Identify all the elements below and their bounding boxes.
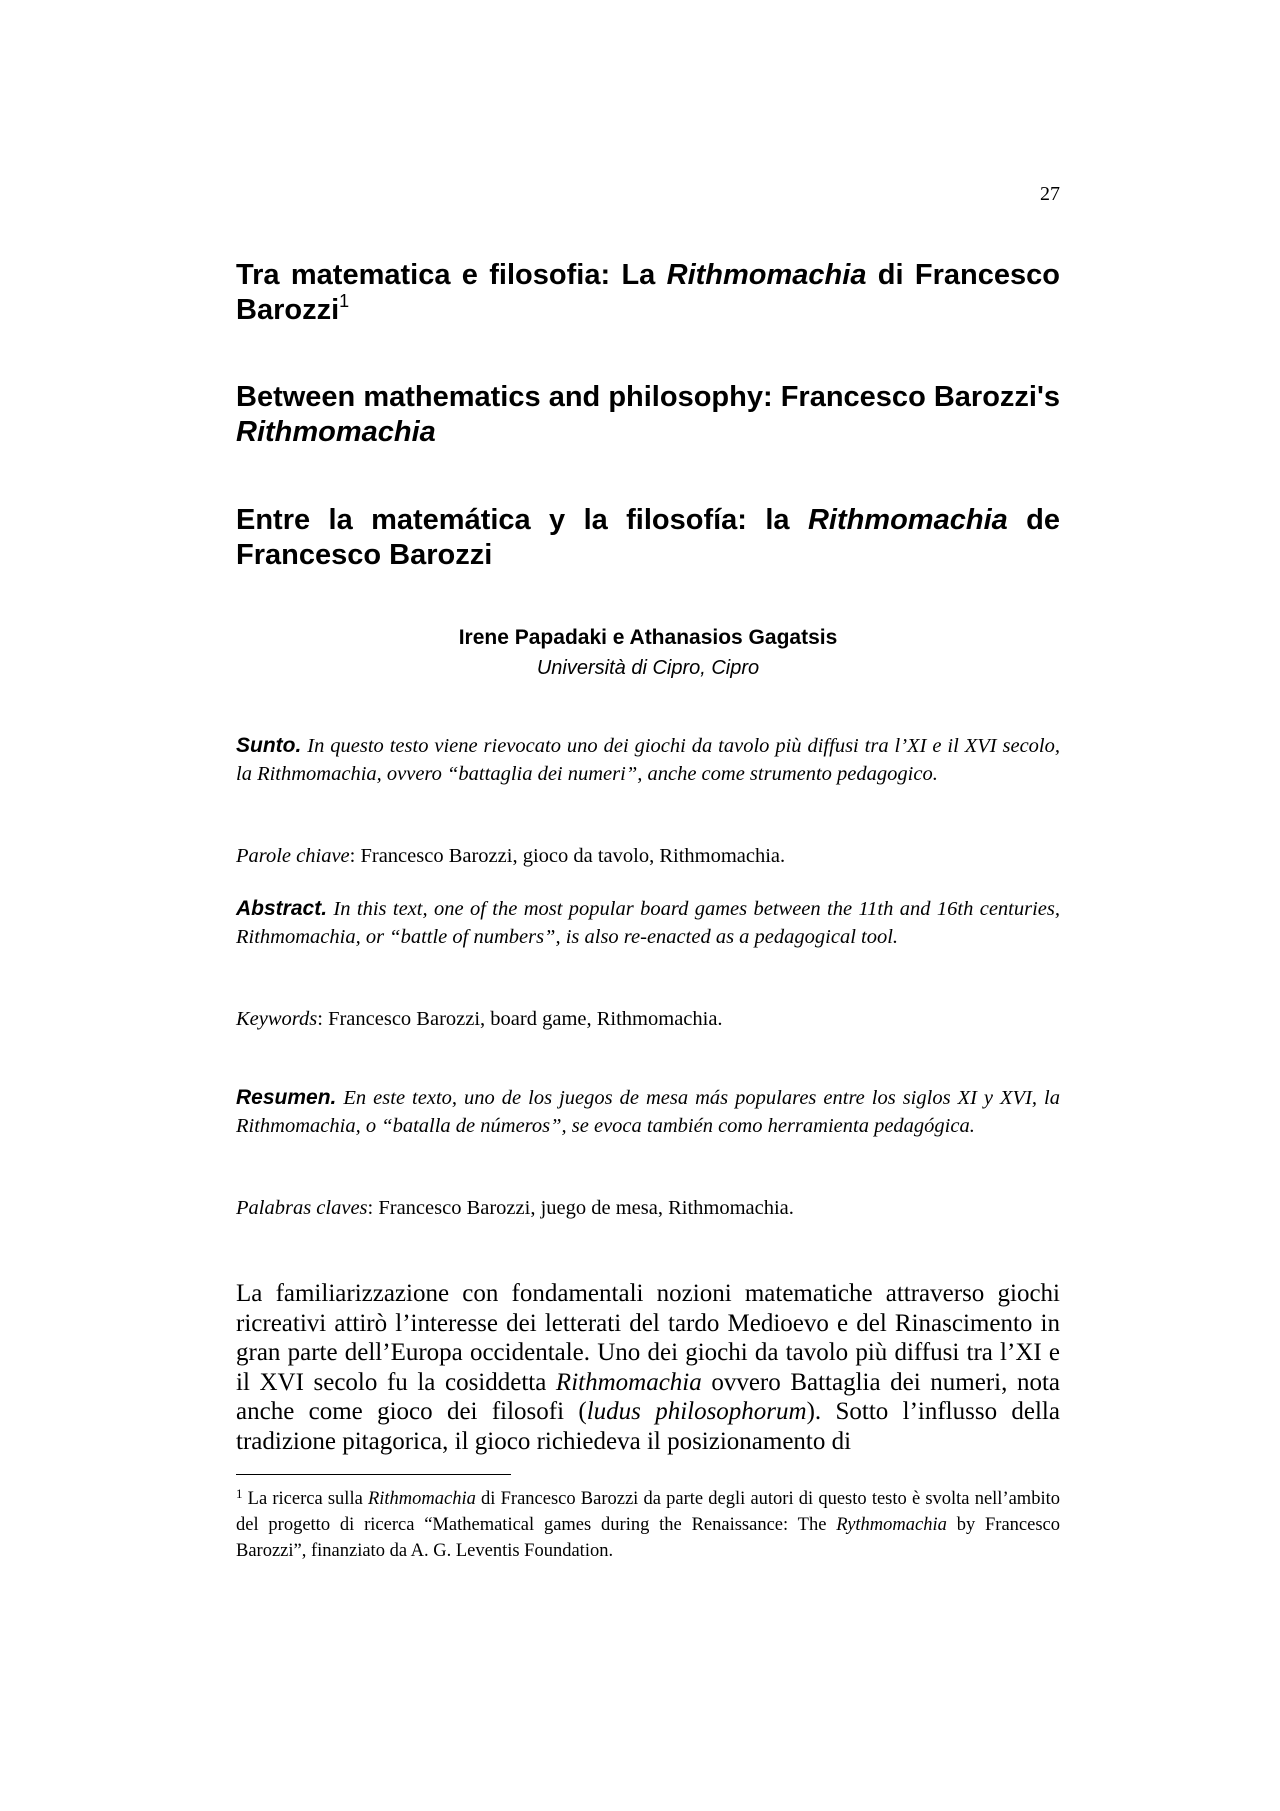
- keywords-spanish: [236, 1194, 1060, 1222]
- title-spanish-part1: Entre la matemática y la filosofía: la: [236, 504, 808, 536]
- title-spanish-part2: de Francesco Barozzi: [236, 504, 1060, 571]
- footnote-mark: 1: [236, 1486, 243, 1501]
- title-italian-italic: Rithmomachia: [666, 259, 867, 291]
- abstract-spanish: [236, 1084, 1060, 1140]
- keywords-english-text: : Francesco Barozzi, board game, Rithmomachia.: [317, 1008, 723, 1030]
- title-italian-part2: di Francesco Barozzi: [236, 259, 1060, 326]
- title-english-italic: Rithmomachia: [236, 416, 436, 448]
- keywords-italian-text: : Francesco Barozzi, gioco da tavolo, Rithmomachia.: [349, 845, 786, 867]
- keywords-english-label: Keywords: [236, 1008, 318, 1030]
- footnote-divider: [236, 1474, 511, 1475]
- abstract-english-label: Abstract.: [236, 897, 328, 920]
- abstract-english: [236, 895, 1060, 951]
- title-english: [236, 380, 1060, 450]
- keywords-english: [236, 1005, 1060, 1033]
- body-italic-ludus: ludus philosophorum: [586, 1398, 807, 1425]
- keywords-spanish-label: Palabras claves: [236, 1197, 368, 1219]
- footnote-text-part2: di Francesco Barozzi da parte degli autori di questo testo è svolta nell’ambito del progetto di ricerca “Mathematical games during the Renaissance: The: [236, 1489, 1060, 1535]
- footnote: [236, 1486, 1060, 1564]
- keywords-italian-label: Parole chiave: [236, 845, 350, 867]
- footnote-text-part1: La ricerca sulla: [242, 1489, 368, 1509]
- body-paragraph: [236, 1279, 1060, 1456]
- title-spanish-italic: Rithmomachia: [807, 504, 1008, 536]
- abstract-spanish-label: Resumen.: [236, 1086, 337, 1109]
- abstract-english-text: In this text, one of the most popular board games between the 11th and 16th centuries, Rithmomachia, or “battle of numbers”, is also re-enacted as a pedagogical tool.: [236, 898, 1060, 948]
- body-italic-rithmomachia: Rithmomachia: [555, 1368, 702, 1396]
- body-text-part1: La familiarizzazione con fondamentali nozioni matematiche attraverso giochi ricreativi attirò l’interesse dei letterati del tardo Medioevo e del Rinascimento in gran parte dell’Europa occidentale. Uno dei giochi da tavolo più diffusi tra l’XI e il XVI secolo fu la cosiddetta: [236, 1280, 1060, 1396]
- footnote-italic-rithmomachia: Rithmomachia: [367, 1489, 476, 1509]
- footnote-reference[interactable]: 1: [339, 291, 350, 311]
- page-number: 27: [1040, 183, 1060, 205]
- abstract-italian: [236, 732, 1060, 788]
- abstract-spanish-text: En este texto, uno de los juegos de mesa más populares entre los siglos XI y XVI, la Rithmomachia, o “batalla de números”, se evoca también como herramienta pedagógica.: [236, 1087, 1060, 1137]
- keywords-spanish-text: : Francesco Barozzi, juego de mesa, Rithmomachia.: [367, 1197, 794, 1219]
- authors: Irene Papadaki e Athanasios Gagatsis: [458, 626, 838, 649]
- title-spanish: [236, 503, 1060, 573]
- footnote-text-part3: by Francesco Barozzi”, finanziato da A. G. Leventis Foundation.: [236, 1515, 1061, 1561]
- abstract-italian-text: In questo testo viene rievocato uno dei giochi da tavolo più diffusi tra l’XI e il XVI secolo, la Rithmomachia, ovvero “battaglia dei numeri”, anche come strumento pedagogico.: [236, 735, 1060, 785]
- footnote-italic-rythmomachia: Rythmomachia: [836, 1515, 947, 1535]
- affiliation: Università di Cipro, Cipro: [536, 657, 760, 679]
- title-italian: [236, 258, 1060, 328]
- title-italian-part1: Tra matematica e filosofia: La: [236, 259, 667, 291]
- title-english-part1: Between mathematics and philosophy: Francesco Barozzi's: [236, 381, 1060, 413]
- body-text-part3: ). Sotto l’influsso della tradizione pitagorica, il gioco richiedeva il posizionamento di: [236, 1398, 1060, 1455]
- keywords-italian: [236, 842, 1060, 870]
- body-text-part2: ovvero Battaglia dei numeri, nota anche come gioco dei filosofi (: [236, 1368, 1060, 1425]
- abstract-italian-label: Sunto.: [236, 734, 302, 757]
